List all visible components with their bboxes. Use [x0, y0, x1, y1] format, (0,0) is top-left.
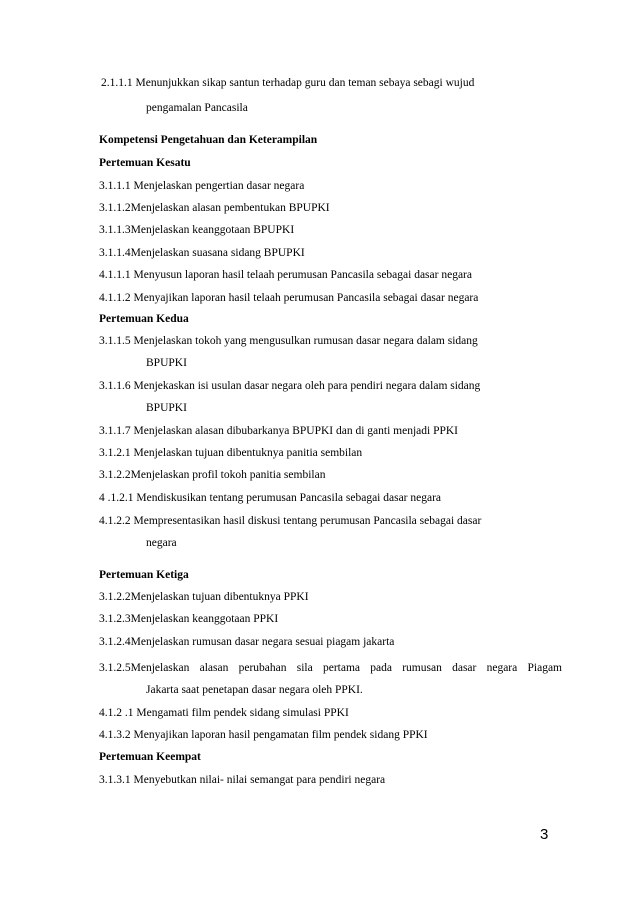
text-line: 3.1.2.2Menjelaskan profil tokoh panitia sembilan — [99, 469, 326, 481]
text-line: pengamalan Pancasila — [146, 102, 248, 114]
text-line: 3.1.1.3Menjelaskan keanggotaan BPUPKI — [99, 224, 295, 236]
text-line: 4.1.1.1 Menyusun laporan hasil telaah perumusan Pancasila sebagai dasar negara — [99, 269, 472, 281]
text-line: BPUPKI — [146, 357, 187, 369]
text-line: 3.1.2.1 Menjelaskan tujuan dibentuknya panitia sembilan — [99, 447, 363, 459]
text-line: 3.1.2.4Menjelaskan rumusan dasar negara sesuai piagam jakarta — [99, 636, 395, 648]
text-line: 3.1.1.2Menjelaskan alasan pembentukan BPUPKI — [99, 202, 330, 214]
text-line: 2.1.1.1 Menunjukkan sikap santun terhadap guru dan teman sebaya sebagi wujud — [101, 77, 475, 89]
section-heading: Kompetensi Pengetahuan dan Keterampilan — [99, 134, 318, 146]
text-line: 3.1.1.1 Menjelaskan pengertian dasar negara — [99, 180, 305, 192]
text-line: 3.1.1.7 Menjelaskan alasan dibubarkanya BPUPKI dan di ganti menjadi PPKI — [99, 425, 458, 437]
text-line: 3.1.1.6 Menjekaskan isi usulan dasar negara oleh para pendiri negara dalam sidang — [99, 380, 481, 392]
text-line: 3.1.2.3Menjelaskan keanggotaan PPKI — [99, 613, 279, 625]
text-line: 3.1.1.5 Menjelaskan tokoh yang mengusulkan rumusan dasar negara dalam sidang — [99, 335, 478, 347]
text-line: 4.1.1.2 Menyajikan laporan hasil telaah perumusan Pancasila sebagai dasar negara — [99, 292, 479, 304]
page-number: 3 — [540, 826, 549, 843]
text-line: 3.1.2.2Menjelaskan tujuan dibentuknya PPKI — [99, 591, 309, 603]
meeting-heading: Pertemuan Ketiga — [99, 569, 189, 581]
meeting-heading: Pertemuan Keempat — [99, 751, 201, 763]
text-line: 4.1.2 .1 Mengamati film pendek sidang simulasi PPKI — [99, 707, 349, 719]
text-line: 3.1.3.1 Menyebutkan nilai- nilai semangat para pendiri negara — [99, 774, 386, 786]
meeting-heading: Pertemuan Kedua — [99, 313, 189, 325]
text-line: BPUPKI — [146, 402, 187, 414]
text-line: 4.1.2.2 Mempresentasikan hasil diskusi tentang perumusan Pancasila sebagai dasar — [99, 515, 482, 527]
text-line: 3.1.2.5Menjelaskan alasan perubahan sila pertama pada rumusan dasar negara Piagam — [99, 662, 562, 674]
text-line: 4.1.3.2 Menyajikan laporan hasil pengamatan film pendek sidang PPKI — [99, 729, 428, 741]
meeting-heading: Pertemuan Kesatu — [99, 157, 191, 169]
text-line: negara — [146, 537, 177, 549]
text-line: 3.1.1.4Menjelaskan suasana sidang BPUPKI — [99, 247, 305, 259]
text-line: Jakarta saat penetapan dasar negara oleh PPKI. — [146, 684, 363, 696]
text-line: 4 .1.2.1 Mendiskusikan tentang perumusan Pancasila sebagai dasar negara — [99, 492, 442, 504]
